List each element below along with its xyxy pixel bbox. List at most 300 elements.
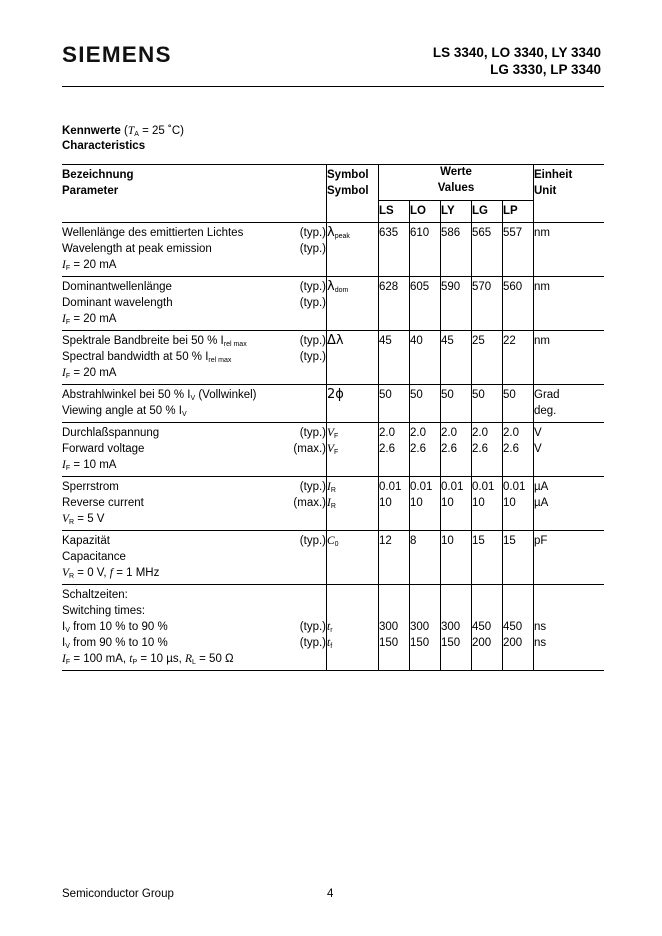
unit: nm xyxy=(534,335,550,347)
parameter-line xyxy=(62,441,326,457)
value: 300 xyxy=(379,621,399,633)
value: 10 xyxy=(379,497,392,509)
table-row xyxy=(62,585,604,671)
parameter-line xyxy=(62,533,326,549)
symbol-cell xyxy=(327,531,379,585)
value: 560 xyxy=(503,281,523,293)
value: 0.01 xyxy=(503,481,526,493)
symbol-subscript: f xyxy=(330,643,333,650)
symbol-main: I xyxy=(327,497,331,509)
header-rule xyxy=(62,86,604,87)
qualifier: (typ.) xyxy=(299,335,326,347)
parameter-line xyxy=(62,495,326,511)
header-col-lp: LP xyxy=(503,201,534,223)
value-cell-ly xyxy=(441,223,472,277)
parameter-label: Capacitance xyxy=(62,551,126,563)
value-cell-ls xyxy=(379,277,410,331)
part-numbers-line-2: LG 3330, LP 3340 xyxy=(490,62,601,77)
unit-cell xyxy=(534,385,605,423)
spacer-line xyxy=(410,603,440,619)
header-symbol-en: Symbol xyxy=(327,185,369,197)
unit-cell xyxy=(534,223,605,277)
parameter-line xyxy=(62,241,326,257)
value-cell-lg xyxy=(472,531,503,585)
value-cell-ly xyxy=(441,585,472,671)
condition-value: = 5 V xyxy=(74,513,105,525)
value: 150 xyxy=(410,637,430,649)
qualifier: (typ.) xyxy=(299,427,326,439)
parameter-label-cont: from 90 % to 10 % xyxy=(69,637,168,649)
spacer-line xyxy=(472,587,502,603)
parameter-line xyxy=(62,619,326,635)
value: 570 xyxy=(472,281,492,293)
symbol-main: t xyxy=(327,621,331,633)
value-cell-ls xyxy=(379,585,410,671)
parameter-label: Dominant wavelength xyxy=(62,297,173,309)
unit: nm xyxy=(534,227,550,239)
condition-subscript: F xyxy=(65,659,71,666)
part-numbers xyxy=(433,44,601,78)
value: 300 xyxy=(441,621,461,633)
header-col-ly: LY xyxy=(441,201,472,223)
value-cell-lp xyxy=(503,477,534,531)
condition-subscript: R xyxy=(69,519,75,526)
unit: µA xyxy=(534,481,549,493)
parameter-text xyxy=(62,403,187,419)
parameter-text xyxy=(62,349,231,365)
section-title-de: Kennwerte xyxy=(62,125,121,137)
spacer-line xyxy=(472,603,502,619)
value: 2.0 xyxy=(441,427,457,439)
spacer-line xyxy=(379,587,409,603)
parameter-subscript: V xyxy=(65,643,70,650)
value: 2.6 xyxy=(441,443,457,455)
spacer-line xyxy=(379,603,409,619)
test-condition xyxy=(62,651,326,667)
value: 450 xyxy=(503,621,523,633)
condition-subscript: P xyxy=(132,659,138,666)
condition-symbol: I xyxy=(62,259,66,271)
header-unit-en: Unit xyxy=(534,185,557,197)
condition-value: = 20 mA xyxy=(70,259,117,271)
parameter-line xyxy=(62,603,326,619)
parameter-label: Spektrale Bandbreite bei 50 % I xyxy=(62,335,224,347)
symbol xyxy=(327,619,378,635)
value: 22 xyxy=(503,335,516,347)
value: 590 xyxy=(441,281,461,293)
symbol-main: V xyxy=(327,427,335,439)
header-values-en: Values xyxy=(437,182,475,194)
symbol-subscript: dom xyxy=(334,287,349,294)
condition-value: = 50 Ω xyxy=(195,653,234,665)
value: 628 xyxy=(379,281,399,293)
parameter-label: I xyxy=(62,637,66,649)
value: 50 xyxy=(503,389,516,401)
value-cell-ls xyxy=(379,385,410,423)
parameter-cell xyxy=(62,585,327,671)
value-cell-lp xyxy=(503,423,534,477)
table-row xyxy=(62,477,604,531)
value-cell-lp xyxy=(503,531,534,585)
table-row xyxy=(62,423,604,477)
header-parameter-de: Bezeichnung xyxy=(62,169,134,181)
parameter-subscript: rel max xyxy=(208,357,232,364)
spacer-line xyxy=(503,587,533,603)
unit: Grad xyxy=(534,389,560,401)
parameter-line xyxy=(62,225,326,241)
parameter-label: Kapazität xyxy=(62,535,110,547)
table-row xyxy=(62,223,604,277)
condition-subscript: L xyxy=(192,659,196,666)
value: 45 xyxy=(379,335,392,347)
value-cell-lo xyxy=(410,423,441,477)
symbol-cell xyxy=(327,223,379,277)
value-cell-ls xyxy=(379,423,410,477)
parameter-cell xyxy=(62,531,327,585)
parameter-label: Dominantwellenlänge xyxy=(62,281,172,293)
table-row xyxy=(62,277,604,331)
condition-subscript: F xyxy=(65,265,71,272)
parameter-label-cont: (Vollwinkel) xyxy=(195,389,257,401)
parameter-subscript: V xyxy=(190,395,196,402)
unit-cell xyxy=(534,477,605,531)
value-cell-ly xyxy=(441,477,472,531)
value: 0.01 xyxy=(379,481,402,493)
parameter-cell xyxy=(62,277,327,331)
parameter-subscript: V xyxy=(181,411,187,418)
header-parameter xyxy=(62,164,327,223)
header-values-de: Werte xyxy=(440,166,472,178)
parameter-text xyxy=(62,533,110,549)
value: 8 xyxy=(410,535,417,547)
value: 565 xyxy=(472,227,492,239)
symbol-cell xyxy=(327,423,379,477)
unit-cell xyxy=(534,423,605,477)
condition-symbol: I xyxy=(62,459,66,471)
table-row xyxy=(62,331,604,385)
value-cell-ly xyxy=(441,385,472,423)
unit: nm xyxy=(534,281,550,293)
value: 50 xyxy=(472,389,485,401)
parameter-line xyxy=(62,279,326,295)
symbol-subscript: R xyxy=(330,503,336,510)
symbol-subscript: R xyxy=(330,487,336,494)
header-parameter-en: Parameter xyxy=(62,185,119,197)
unit: µA xyxy=(534,497,549,509)
value: 45 xyxy=(441,335,454,347)
value-cell-lp xyxy=(503,331,534,385)
symbol-main: 2ϕ xyxy=(327,387,344,402)
header-unit-de: Einheit xyxy=(534,169,573,181)
table-row xyxy=(62,385,604,423)
condition-subscript: A xyxy=(134,131,139,138)
unit: V xyxy=(534,427,542,439)
parameter-text xyxy=(62,587,128,603)
symbol-subscript: r xyxy=(330,627,333,634)
symbol xyxy=(327,333,378,349)
value-cell-ly xyxy=(441,331,472,385)
value: 10 xyxy=(410,497,423,509)
parameter-text xyxy=(62,441,144,457)
parameter-line xyxy=(62,587,326,603)
spacer-line xyxy=(327,587,378,603)
parameter-text xyxy=(62,387,257,403)
symbol xyxy=(327,533,378,549)
symbol-main: Δλ xyxy=(327,333,344,348)
symbol-cell xyxy=(327,331,379,385)
part-numbers-line-1: LS 3340, LO 3340, LY 3340 xyxy=(432,45,601,60)
symbol xyxy=(327,425,378,441)
symbol xyxy=(327,387,378,403)
parameter-label: Wellenlänge des emittierten Lichtes xyxy=(62,227,244,239)
symbol xyxy=(327,225,378,241)
spacer-line xyxy=(534,587,604,603)
parameter-text xyxy=(62,425,159,441)
value-cell-lp xyxy=(503,277,534,331)
value: 150 xyxy=(441,637,461,649)
test-condition xyxy=(62,257,326,273)
header-col-ls: LS xyxy=(379,201,410,223)
value: 0.01 xyxy=(410,481,433,493)
qualifier: (typ.) xyxy=(299,281,326,293)
value: 610 xyxy=(410,227,430,239)
parameter-text xyxy=(62,479,119,495)
value: 2.0 xyxy=(503,427,519,439)
symbol-main: λ xyxy=(327,279,335,294)
unit: V xyxy=(534,443,542,455)
value-cell-ly xyxy=(441,531,472,585)
header-col-lg: LG xyxy=(472,201,503,223)
parameter-text xyxy=(62,495,144,511)
qualifier: (max.) xyxy=(293,497,326,509)
qualifier: (max.) xyxy=(293,443,326,455)
parameter-label: Sperrstrom xyxy=(62,481,119,493)
parameter-text xyxy=(62,619,168,635)
parameter-text xyxy=(62,333,247,349)
condition-subscript: F xyxy=(65,373,71,380)
value: 10 xyxy=(441,535,454,547)
unit-cell xyxy=(534,277,605,331)
value: 0.01 xyxy=(472,481,495,493)
value: 450 xyxy=(472,621,492,633)
value-cell-lo xyxy=(410,331,441,385)
parameter-cell xyxy=(62,423,327,477)
qualifier: (typ.) xyxy=(299,243,326,255)
condition-value: = 20 mA xyxy=(70,367,117,379)
value-cell-lg xyxy=(472,385,503,423)
value: 586 xyxy=(441,227,461,239)
symbol xyxy=(327,279,378,295)
value-cell-lg xyxy=(472,423,503,477)
siemens-logo: SIEMENS xyxy=(62,42,172,67)
value-cell-lg xyxy=(472,331,503,385)
parameter-subscript: V xyxy=(65,627,70,634)
spacer-line xyxy=(534,603,604,619)
value: 2.0 xyxy=(410,427,426,439)
value-cell-ls xyxy=(379,223,410,277)
value: 2.6 xyxy=(379,443,395,455)
value-cell-ls xyxy=(379,331,410,385)
condition-symbol: t xyxy=(129,653,133,665)
qualifier: (typ.) xyxy=(299,297,326,309)
symbol-cell xyxy=(327,385,379,423)
value: 50 xyxy=(441,389,454,401)
qualifier: (typ.) xyxy=(299,227,326,239)
parameter-label: Forward voltage xyxy=(62,443,145,455)
value: 10 xyxy=(472,497,485,509)
value-cell-lo xyxy=(410,531,441,585)
value: 200 xyxy=(503,637,523,649)
value-cell-ly xyxy=(441,423,472,477)
qualifier: (typ.) xyxy=(299,535,326,547)
symbol-main: λ xyxy=(327,225,335,240)
symbol-main: I xyxy=(327,481,331,493)
condition-value: = 1 MHz xyxy=(113,567,160,579)
qualifier: (typ.) xyxy=(299,621,326,633)
condition-symbol: I xyxy=(62,313,66,325)
symbol-subscript: F xyxy=(334,449,339,456)
table-header-row xyxy=(62,164,604,201)
parameter-label-cont: from 10 % to 90 % xyxy=(69,621,168,633)
parameter-text xyxy=(62,225,243,241)
condition-subscript: F xyxy=(65,465,71,472)
value-cell-ls xyxy=(379,477,410,531)
parameter-label: Durchlaßspannung xyxy=(62,427,160,439)
value: 0.01 xyxy=(441,481,464,493)
parameter-text xyxy=(62,279,172,295)
header-symbol xyxy=(327,164,379,223)
value: 557 xyxy=(503,227,523,239)
symbol-cell xyxy=(327,477,379,531)
spacer-line xyxy=(327,603,378,619)
value: 300 xyxy=(410,621,430,633)
condition-value: = 0 V, xyxy=(74,567,110,579)
symbol xyxy=(327,479,378,495)
parameter-label: Switching times: xyxy=(62,605,146,617)
section-title-en: Characteristics xyxy=(62,140,146,152)
parameter-line xyxy=(62,479,326,495)
condition-value: = 25 ˚C) xyxy=(138,125,184,137)
symbol-main: V xyxy=(327,443,335,455)
value: 2.6 xyxy=(410,443,426,455)
value: 200 xyxy=(472,637,492,649)
symbol-main: C xyxy=(327,535,335,547)
header-values xyxy=(379,164,534,201)
parameter-label: I xyxy=(62,621,66,633)
parameter-label: Abstrahlwinkel bei 50 % I xyxy=(62,389,191,401)
value-cell-lp xyxy=(503,223,534,277)
value: 50 xyxy=(379,389,392,401)
symbol xyxy=(327,441,378,457)
value: 12 xyxy=(379,535,392,547)
parameter-subscript: rel max xyxy=(223,341,247,348)
parameter-line xyxy=(62,403,326,419)
condition-symbol: I xyxy=(62,653,66,665)
spacer-line xyxy=(441,587,471,603)
test-condition xyxy=(62,365,326,381)
spacer-line xyxy=(503,603,533,619)
qualifier: (typ.) xyxy=(299,637,326,649)
value: 2.6 xyxy=(472,443,488,455)
parameter-line xyxy=(62,635,326,651)
symbol xyxy=(327,635,378,651)
value-cell-lo xyxy=(410,477,441,531)
value-cell-lp xyxy=(503,385,534,423)
value-cell-lg xyxy=(472,477,503,531)
value: 2.0 xyxy=(379,427,395,439)
characteristics-table xyxy=(62,164,604,671)
parameter-cell xyxy=(62,331,327,385)
value-cell-lg xyxy=(472,585,503,671)
parameter-text xyxy=(62,241,212,257)
value: 605 xyxy=(410,281,430,293)
value: 2.0 xyxy=(472,427,488,439)
unit-cell xyxy=(534,531,605,585)
parameter-line xyxy=(62,549,326,565)
parameter-label: Schaltzeiten: xyxy=(62,589,128,601)
value-cell-lo xyxy=(410,385,441,423)
parameter-text xyxy=(62,295,173,311)
condition-value: = 10 mA xyxy=(70,459,117,471)
footer-left: Semiconductor Group xyxy=(62,888,174,900)
unit: ns xyxy=(534,637,547,649)
value: 40 xyxy=(410,335,423,347)
parameter-cell xyxy=(62,385,327,423)
spacer-line xyxy=(410,587,440,603)
value-cell-lp xyxy=(503,585,534,671)
symbol-subscript: peak xyxy=(334,233,350,240)
unit-cell xyxy=(534,331,605,385)
condition-value: = 10 µs, xyxy=(137,653,185,665)
condition-symbol: I xyxy=(62,367,66,379)
condition-subscript: R xyxy=(69,573,75,580)
value: 10 xyxy=(441,497,454,509)
value-cell-lo xyxy=(410,277,441,331)
parameter-text xyxy=(62,603,145,619)
test-condition xyxy=(62,565,326,581)
value: 50 xyxy=(410,389,423,401)
condition-value: = 100 mA, xyxy=(70,653,130,665)
parameter-line xyxy=(62,333,326,349)
symbol-subscript: 0 xyxy=(334,541,339,548)
symbol-main: t xyxy=(327,637,331,649)
parameter-text xyxy=(62,635,168,651)
value: 15 xyxy=(472,535,485,547)
parameter-label: Viewing angle at 50 % I xyxy=(62,405,182,417)
parameter-line xyxy=(62,387,326,403)
value-cell-ls xyxy=(379,531,410,585)
parameter-label: Spectral bandwidth at 50 % I xyxy=(62,351,209,363)
header-unit xyxy=(534,164,605,223)
symbol xyxy=(327,495,378,511)
value-cell-lg xyxy=(472,223,503,277)
header-col-lo: LO xyxy=(410,201,441,223)
unit: deg. xyxy=(534,405,557,417)
parameter-line xyxy=(62,425,326,441)
parameter-label: Reverse current xyxy=(62,497,144,509)
condition-symbol: R xyxy=(185,653,193,665)
condition-symbol: T xyxy=(127,125,135,137)
parameter-cell xyxy=(62,223,327,277)
spacer-line xyxy=(441,603,471,619)
value: 2.6 xyxy=(503,443,519,455)
parameter-line xyxy=(62,295,326,311)
section-title: Kennwerte ($T_A = 25$ ˚C) Characteristics xyxy=(62,125,184,152)
condition-value: = 20 mA xyxy=(70,313,117,325)
parameter-line xyxy=(62,349,326,365)
qualifier: (typ.) xyxy=(299,351,326,363)
condition-symbol: V xyxy=(62,513,70,525)
